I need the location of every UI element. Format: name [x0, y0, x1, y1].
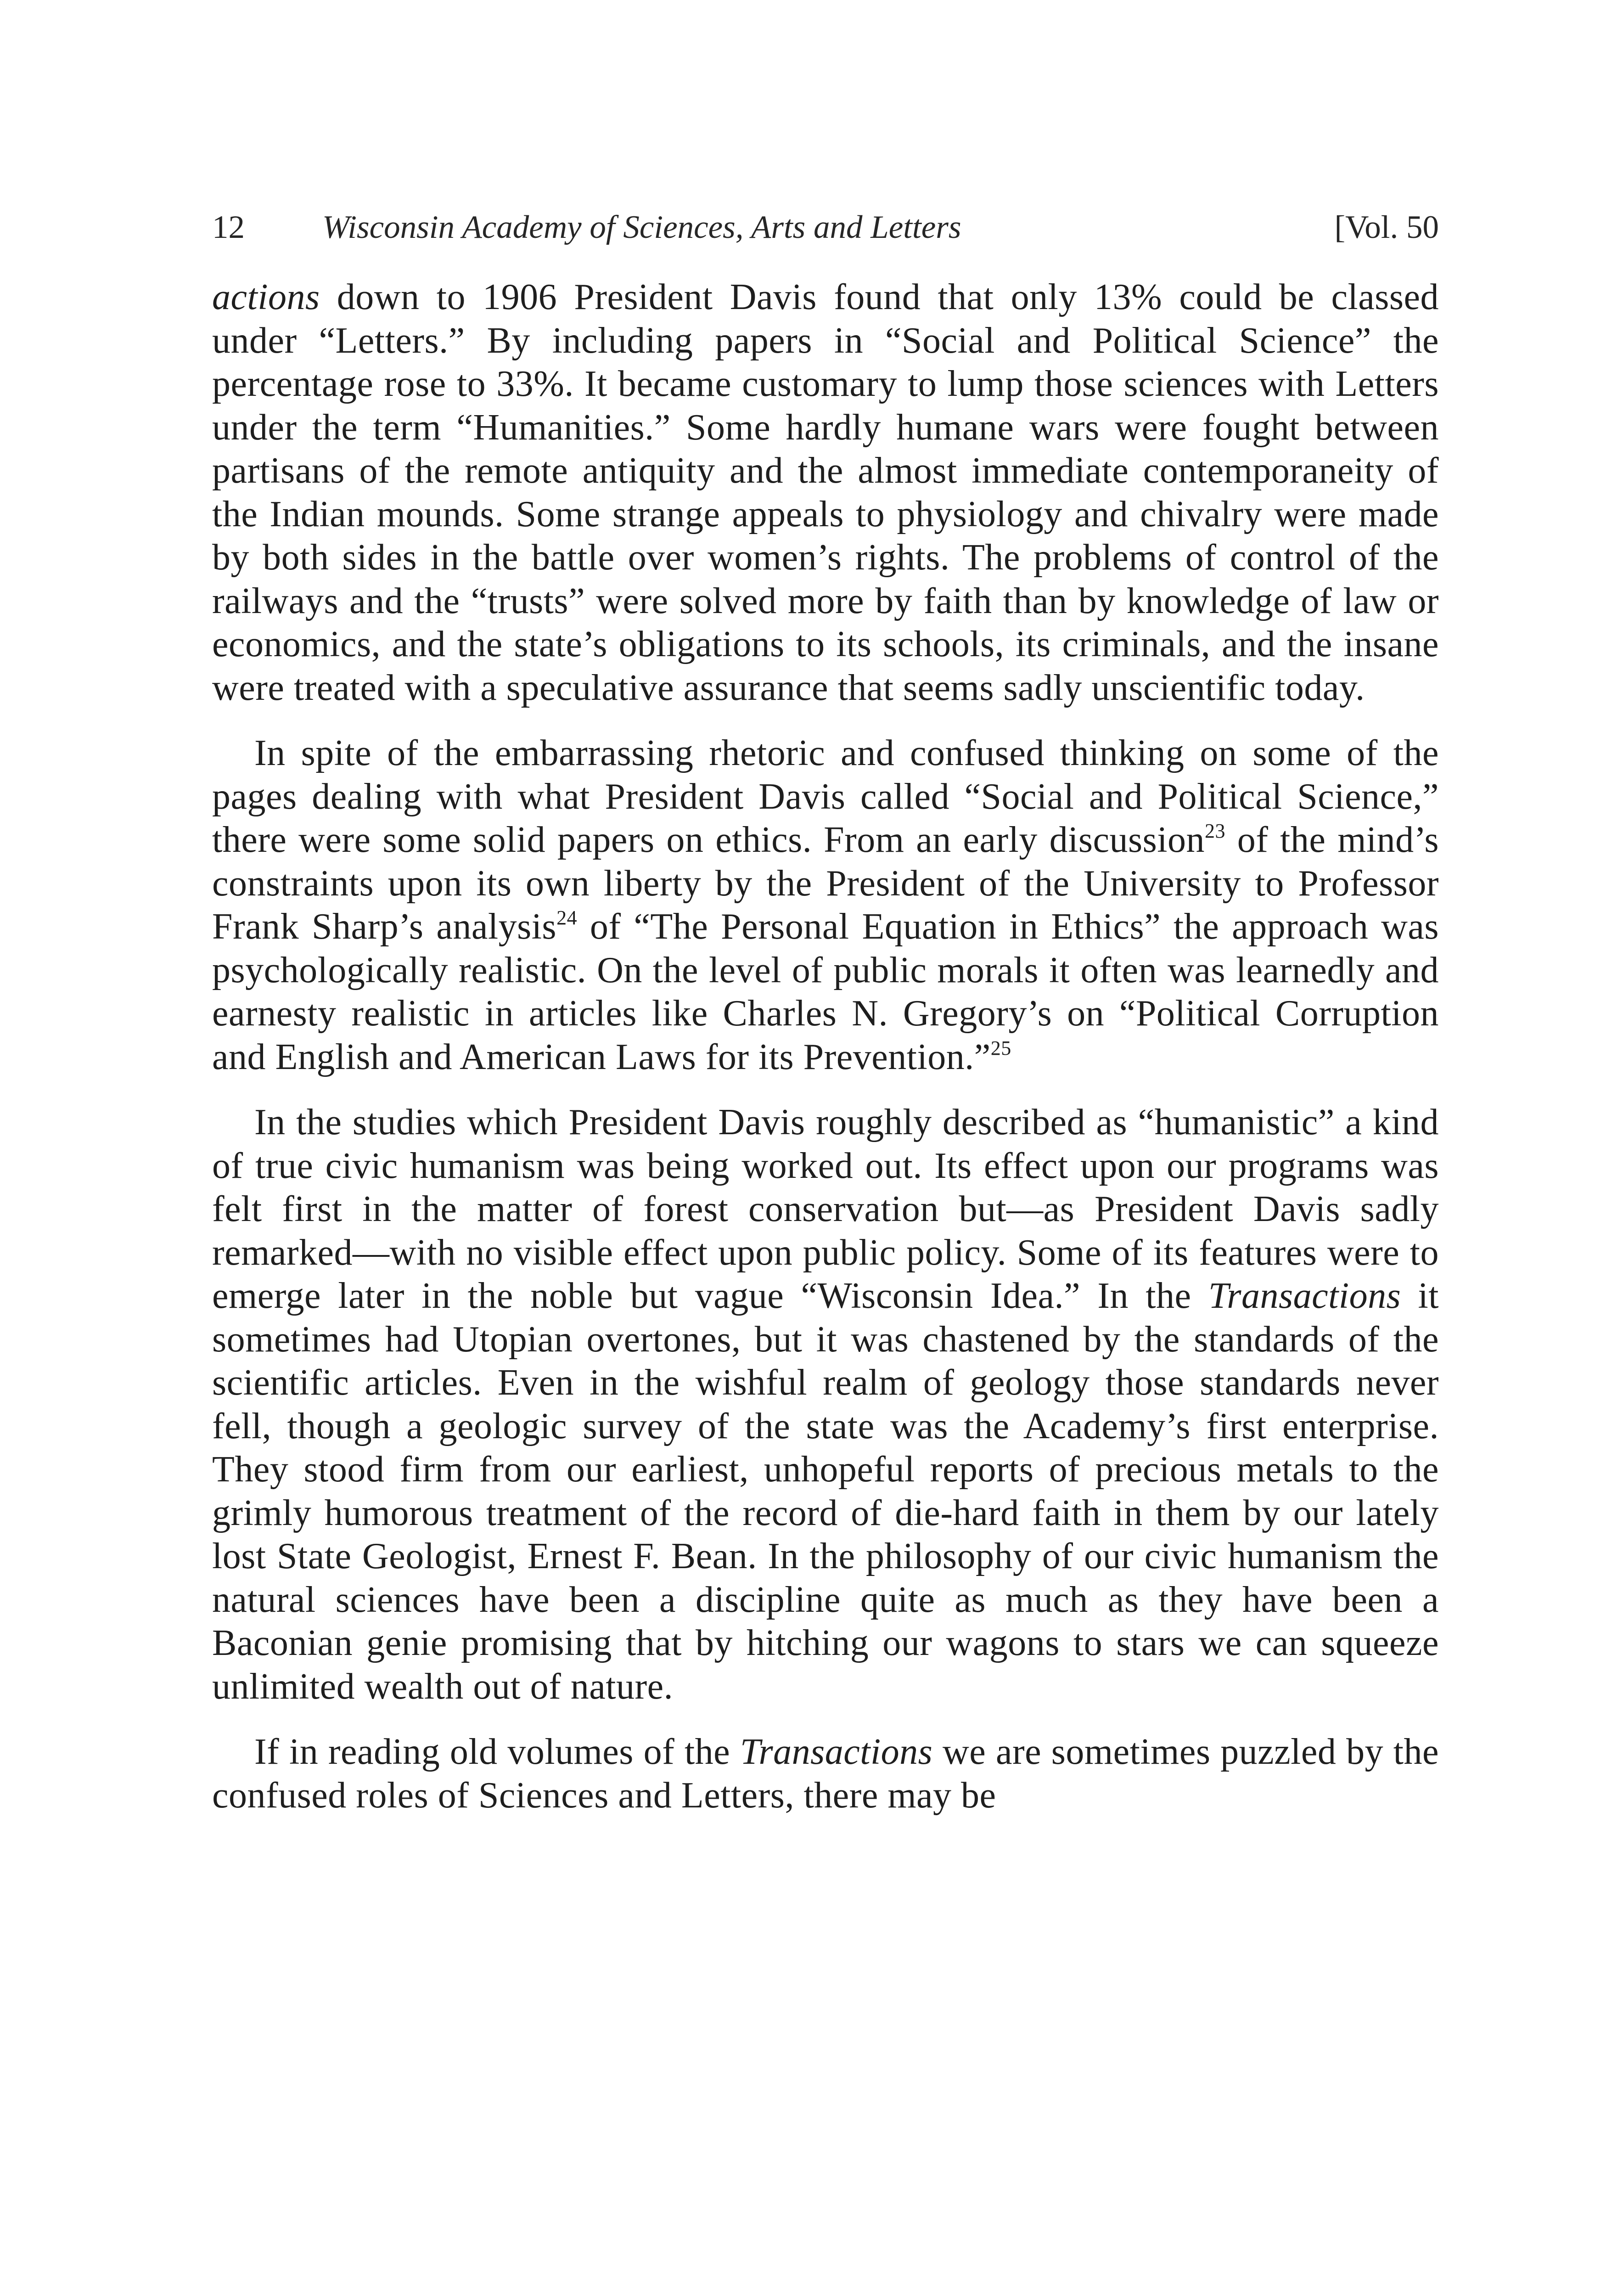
- paragraph-text: In the studies which President Davis roughly described as “humanistic” a kind of true civic humanism was being worked out. Its effect upon our programs was felt first in the matter of forest conservation but—as President Davis sadly remarked—with no visible effect upon public policy. Some of its features were to emerge later in the noble but vague “Wisconsin Idea.” In the: [212, 1102, 1439, 1316]
- italic-word: actions: [212, 277, 320, 317]
- body-text: [212, 276, 1439, 1817]
- paragraph-4: [212, 1730, 1439, 1817]
- page-number: 12: [212, 209, 245, 245]
- paragraph-text: it sometimes had Utopian overtones, but it was chastened by the standards of the scientific articles. Even in the wishful realm of geology those standards never fell, though a geologic survey of the state was the Academy’s first enterprise. They stood firm from our earliest, unhopeful reports of precious metals to the grimly humorous treatment of the record of die-hard faith in them by our lately lost State Geologist, Ernest F. Bean. In the philosophy of our civic humanism the natural sciences have been a discipline quite as much as they have been a Baconian genie promising that by hitching our wagons to stars we can squeeze unlimited wealth out of nature.: [212, 1276, 1439, 1707]
- footnote-ref-23: 23: [1205, 820, 1225, 843]
- footnote-ref-25: 25: [990, 1036, 1011, 1059]
- journal-title: Wisconsin Academy of Sciences, Arts and Letters: [322, 209, 961, 245]
- paragraph-text: If in reading old volumes of the: [254, 1732, 740, 1772]
- footnote-ref-24: 24: [556, 906, 578, 929]
- volume-label: [Vol. 50: [1334, 209, 1439, 245]
- paragraph-text: of “The Personal Equation in Ethics” the approach was psychologically realistic. On the level of public morals it often was learnedly and earnesty realistic in articles like Charles N. Gregory’s on “Political Corruption and English and American Laws for its Prevention.”: [212, 906, 1439, 1077]
- paragraph-text: of the mind’s constraints upon its own liberty by the President of the University to Professor Frank Sharp’s analysis: [212, 820, 1439, 947]
- running-header: [212, 202, 1439, 253]
- paragraph-1: [212, 276, 1439, 709]
- paragraph-text: In spite of the embarrassing rhetoric and confused thinking on some of the pages dealing with what President Davis called “Social and Political Science,” there were some solid papers on ethics. From an early discussion: [212, 733, 1439, 860]
- paragraph-text: we are sometimes puzzled by the confused roles of Sciences and Letters, there may be: [212, 1732, 1439, 1816]
- paragraph-2: [212, 732, 1439, 1079]
- italic-title: Transactions: [1208, 1276, 1401, 1316]
- paragraph-text: down to 1906 President Davis found that only 13% could be classed under “Letters.” By including papers in “Social and Political Science” the percentage rose to 33%. It became customary to lump those sciences with Letters under the term “Humanities.” Some hardly humane wars were fought between partisans of the remote antiquity and the almost immediate contemporaneity of the Indian mounds. Some strange appeals to physiology and chivalry were made by both sides in the battle over women’s rights. The problems of control of the railways and the “trusts” were solved more by faith than by knowledge of law or economics, and the state’s obligations to its schools, its criminals, and the insane were treated with a speculative assurance that seems sadly unscientific today.: [212, 277, 1439, 708]
- italic-title: Transactions: [740, 1732, 933, 1772]
- paragraph-3: [212, 1101, 1439, 1708]
